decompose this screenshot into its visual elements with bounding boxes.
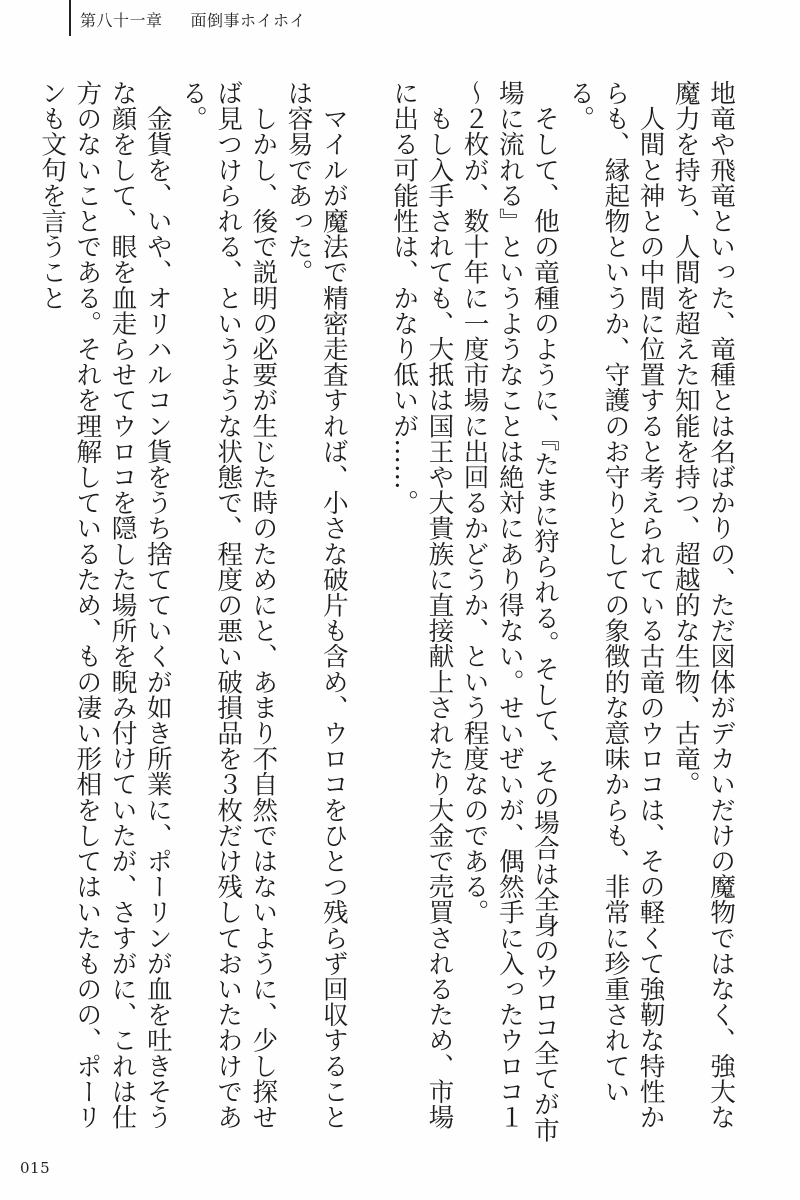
running-header xyxy=(80,8,306,31)
header-divider xyxy=(69,0,71,36)
paragraph: 人間と神との中間に位置すると考えられている古竜のウロコは、その軽くて強靭な特性からも、縁起物というか、守護のお守りとしての象徴的な意味からも、非常に珍重されている。 xyxy=(565,80,666,1130)
paragraph: しかし、後で説明の必要が生じた時のためにと、あまり不自然ではないように、少し探せば見つけられる、というような状態で、程度の悪い破損品を３枚だけ残しておいたわけである。 xyxy=(177,80,279,1130)
paragraph: 金貨を、いや、オリハルコン貨をうち捨てていくが如き所業に、ポーリンが血を吐きそうな顔をして、眼を血走らせてウロコを隠した場所を睨み付けていたが、さすがに、これは仕方のないことである。それを理解しているため、もの凄い形相をしてはいたものの、ポーリンも文句を言うこと xyxy=(37,80,173,1130)
scene-break xyxy=(351,80,386,1145)
paragraph: もし入手されても、大抵は国王や大貴族に直接献上されたり大金で売買されるため、市場に出る可能性は、かなり低いが……。 xyxy=(389,80,455,1130)
page-number: 015 xyxy=(20,1159,51,1177)
paragraph: そして、他の竜種のように、『たまに狩られる。そして、その場合は全身のウロコ全てが市場に流れる』というようなことは絶対にあり得ない。せいぜいが、偶然手に入ったウロコ１～２枚が、数十年に一度市場に出回るかどうか、という程度なのである。 xyxy=(459,80,560,1143)
paragraph: マイルが魔法で精密走査すれば、小さな破片も含め、ウロコをひとつ残らず回収することは容易であった。 xyxy=(283,80,349,1130)
chapter-title: 面倒事ホイホイ xyxy=(190,11,307,30)
chapter-number: 第八十一章 xyxy=(80,11,163,30)
body-text xyxy=(37,80,738,1145)
paragraph: 地竜や飛竜といった、竜種とは名ばかりの、ただ図体がデカいだけの魔物ではなく、強大な魔力を持ち、人間を超えた知能を持つ、超越的な生物、古竜。 xyxy=(670,80,736,1130)
